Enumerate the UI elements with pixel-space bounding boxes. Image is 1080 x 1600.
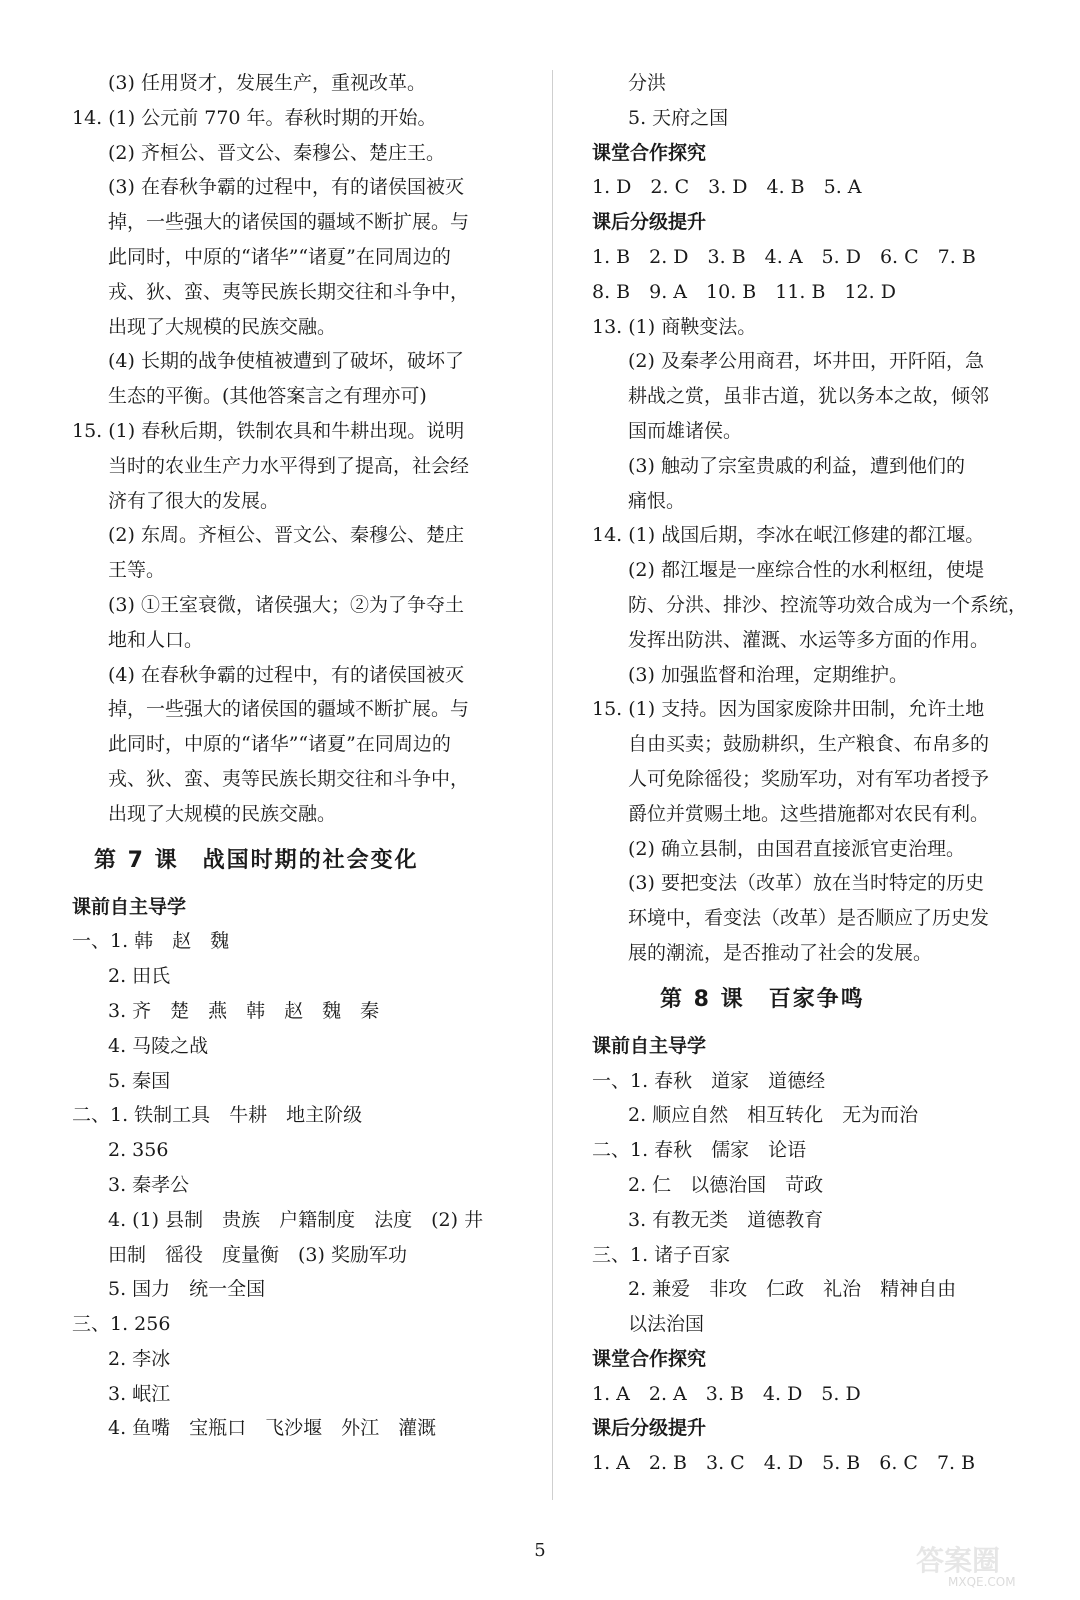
answer-line: 2. 仁 以德治国 苛政 [628,1173,824,1196]
answer-line: 一、1. 春秋 道家 道德经 [592,1069,826,1092]
answer-line: 环境中，看变法（改革）是否顺应了历史发 [628,907,990,930]
answer-line: 自由买卖；鼓励耕织，生产粮食、布帛多的 [628,733,990,756]
answer-line: 4. 鱼嘴 宝瓶口 飞沙堰 外江 灌溉 [108,1417,437,1440]
watermark-logo [912,1540,1062,1588]
answer-line: (4) 长期的战争使植被遭到了破坏，破坏了 [108,350,464,373]
answer-line: 二、1. 铁制工具 牛耕 地主阶级 [72,1104,363,1127]
answer-line: (2) 确立县制，由国君直接派官吏治理。 [628,837,965,860]
answer-line: (3) 要把变法（改革）放在当时特定的历史 [628,872,984,895]
page-number: 5 [534,1540,546,1561]
answer-line: 1. B 2. D 3. B 4. A 5. D 6. C 7. B [592,245,976,268]
answer-line: (3) 触动了宗室贵戚的利益，遭到他们的 [628,454,965,477]
section-heading: 课前自主导学 [592,1034,707,1057]
answer-line: 5. 国力 统一全国 [108,1278,266,1301]
answer-line: 出现了大规模的民族交融。 [108,315,337,338]
answer-line: 4. 马陵之战 [108,1034,209,1057]
answer-line: 三、1. 256 [72,1313,171,1336]
section-heading: 课后分级提升 [592,1417,707,1440]
answer-line: 14. (1) 战国后期，李冰在岷江修建的都江堰。 [592,524,985,547]
section-heading: 课前自主导学 [72,895,187,918]
answer-line: 掉，一些强大的诸侯国的疆域不断扩展。与 [108,211,470,234]
answer-line: (4) 在春秋争霸的过程中，有的诸侯国被灭 [108,663,464,686]
answer-line: 1. D 2. C 3. D 4. B 5. A [592,176,862,199]
answer-line: 3. 有教无类 道德教育 [628,1208,824,1231]
answer-line: 耕战之赏，虽非古道，犹以务本之故，倾邻 [628,385,990,408]
answer-line: 13. (1) 商鞅变法。 [592,315,757,338]
right-column [592,66,1042,1481]
answer-line: (3) 加强监督和治理，定期维护。 [628,663,908,686]
answer-line: 戎、狄、蛮、夷等民族长期交往和斗争中， [108,767,470,790]
watermark-main: 答案圈 [916,1544,1001,1577]
answer-line: 当时的农业生产力水平得到了提高，社会经 [108,454,470,477]
answer-line: 此同时，中原的“诸华”“诸夏”在同周边的 [108,245,451,268]
answer-line: 爵位并赏赐土地。这些措施都对农民有利。 [628,802,990,825]
answer-line: 2. 356 [108,1139,169,1162]
column-divider [552,70,553,1500]
answer-line: (3) 在春秋争霸的过程中，有的诸侯国被灭 [108,176,464,199]
answer-line: 一、1. 韩 赵 魏 [72,930,230,953]
answer-line: 防、分洪、排沙、控流等功效合成为一个系统， [628,593,1028,616]
answer-line: 出现了大规模的民族交融。 [108,802,337,825]
answer-line: 此同时，中原的“诸华”“诸夏”在同周边的 [108,733,451,756]
answer-line: 15. (1) 支持。因为国家废除井田制，允许土地 [592,698,985,721]
answer-line: 济有了很大的发展。 [108,489,280,512]
answer-line: 展的潮流，是否推动了社会的发展。 [628,941,933,964]
answer-line: 2. 顺应自然 相互转化 无为而治 [628,1104,919,1127]
answer-line: 4. (1) 县制 贵族 户籍制度 法度 (2) 井 [108,1208,484,1231]
answer-line: (3) 任用贤才，发展生产，重视改革。 [108,72,426,94]
answer-line: 2. 兼爱 非攻 仁政 礼治 精神自由 [628,1278,957,1301]
answer-line: 田制 徭役 度量衡 (3) 奖励军功 [108,1243,407,1266]
lesson-title: 第 7 课 战国时期的社会变化 [94,847,419,873]
answer-line: 发挥出防洪、灌溉、水运等多方面的作用。 [628,628,990,651]
answer-line: 1. A 2. B 3. C 4. D 5. B 6. C 7. B [592,1452,976,1475]
section-heading: 课后分级提升 [592,211,707,234]
answer-line: 5. 天府之国 [628,106,729,129]
answer-line: 三、1. 诸子百家 [592,1243,731,1266]
lesson-title: 第 8 课 百家争鸣 [660,986,865,1012]
answer-line: 14. (1) 公元前 770 年。春秋时期的开始。 [72,106,437,129]
answer-line: 2. 李冰 [108,1347,171,1370]
answer-line: 戎、狄、蛮、夷等民族长期交往和斗争中， [108,280,470,303]
left-column [72,66,522,1446]
answer-line: 国而雄诸侯。 [628,419,743,442]
section-heading: 课堂合作探究 [592,1347,707,1370]
answer-line: 生态的平衡。(其他答案言之有理亦可) [108,385,427,408]
answer-line: 以法治国 [628,1313,705,1336]
answer-line: (2) 齐桓公、晋文公、秦穆公、楚庄王。 [108,141,445,164]
section-heading: 课堂合作探究 [592,141,707,164]
answer-line: 15. (1) 春秋后期，铁制农具和牛耕出现。说明 [72,419,465,442]
answer-line: 掉，一些强大的诸侯国的疆域不断扩展。与 [108,698,470,721]
answer-line: 8. B 9. A 10. B 11. B 12. D [592,280,896,303]
answer-line: 人可免除徭役；奖励军功，对有军功者授予 [628,767,990,790]
answer-line: (2) 及秦孝公用商君，坏井田，开阡陌，急 [628,350,984,373]
answer-line: 3. 秦孝公 [108,1173,190,1196]
answer-line: (2) 东周。齐桓公、晋文公、秦穆公、楚庄 [108,524,464,547]
answer-line: 1. A 2. A 3. B 4. D 5. D [592,1382,861,1405]
answer-line: 王等。 [108,559,166,582]
answer-line: 3. 岷江 [108,1382,171,1405]
answer-line: 二、1. 春秋 儒家 论语 [592,1139,807,1162]
answer-line: 地和人口。 [108,628,204,651]
answer-line: (3) ①王室衰微，诸侯强大；②为了争夺土 [108,593,464,616]
answer-line: 2. 田氏 [108,965,171,988]
answer-line: (2) 都江堰是一座综合性的水利枢纽，使堤 [628,559,984,582]
answer-line: 痛恨。 [628,489,686,512]
answer-line: 分洪 [628,72,667,94]
answer-line: 3. 齐 楚 燕 韩 赵 魏 秦 [108,999,380,1022]
watermark-sub: MXQE.COM [948,1575,1016,1588]
answer-line: 5. 秦国 [108,1069,171,1092]
